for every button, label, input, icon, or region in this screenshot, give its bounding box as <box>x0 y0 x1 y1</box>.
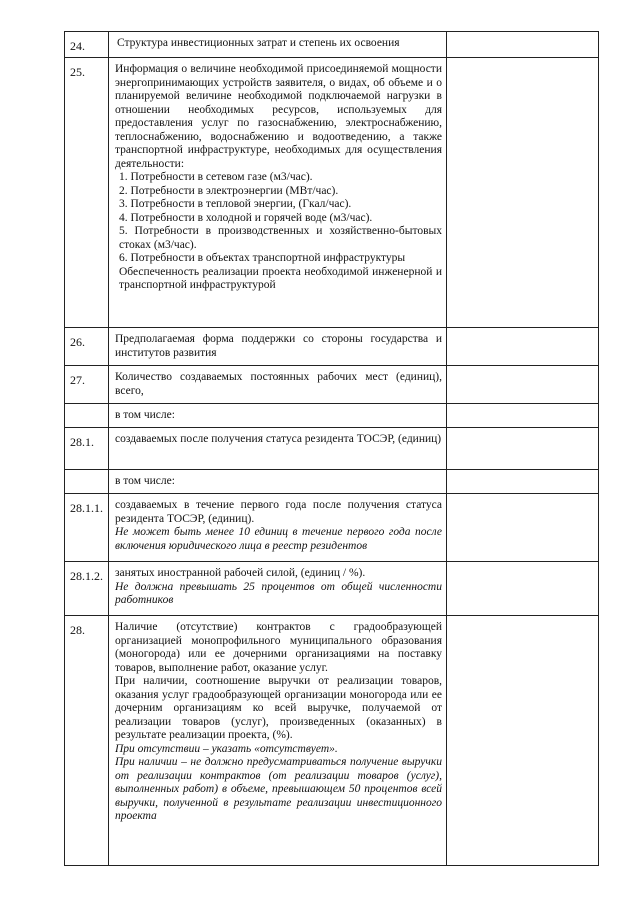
value-cell[interactable] <box>447 494 599 562</box>
row-text: Информация о величине необходимой присоединяемой мощности энергопринимающих устройств заявителя, о видах, об объеме и о планируемой величине необходимой подключаемой нагрузки в отношении необходимых ресурсов, используемых для предоставления услуг по газоснабжению, электроснабжению, теплоснабжению, водоснабжению и водоотведению, а также транспортной инфраструктуре, необходимых для осуществления деятельности: 1. Потребности в сетевом газе (м3/час). 2. Потребности в электроэнергии (МВт/час). 3. Потребности в тепловой энергии, (Гкал/час). 4. Потребности в холодной и горячей воде (м3/час). 5. Потребности в производственных и хозяйственно-бытовых стоках (м3/час). 6. Потребности в объектах транспортной инфраструктуры Обеспеченность реализации проекта необходимой инженерной и транспортной инфраструктурой <box>109 58 447 328</box>
application-form-table <box>64 31 599 866</box>
row-text: Предполагаемая форма поддержки со стороны государства и институтов развития <box>109 328 447 366</box>
row-number: 27. <box>65 366 109 404</box>
value-cell[interactable] <box>447 470 599 494</box>
row-text: в том числе: <box>109 470 447 494</box>
table-row <box>65 58 599 328</box>
row-number: 24. <box>65 32 109 58</box>
row-text: Количество создаваемых постоянных рабочих мест (единиц), всего, <box>109 366 447 404</box>
table-row <box>65 404 599 428</box>
table-row <box>65 366 599 404</box>
table-row <box>65 562 599 616</box>
value-cell[interactable] <box>447 562 599 616</box>
table-row <box>65 32 599 58</box>
table-row <box>65 328 599 366</box>
table-row <box>65 428 599 470</box>
row-text: в том числе: <box>109 404 447 428</box>
row-text: Структура инвестиционных затрат и степень их освоения <box>109 32 447 58</box>
table-row <box>65 470 599 494</box>
row-number <box>65 404 109 428</box>
row-number: 28.1.1. <box>65 494 109 562</box>
row-number: 28. <box>65 616 109 866</box>
value-cell[interactable] <box>447 366 599 404</box>
value-cell[interactable] <box>447 404 599 428</box>
row-text: Наличие (отсутствие) контрактов с градообразующей организацией монопрофильного муниципального образования (моногорода) или ее дочерними организациями на поставку товаров, выполнение работ, оказание услуг. При наличии, соотношение выручки от реализации товаров, оказания услуг градообразующей организации моногорода или ее дочерним организациям ко всей выручке, получаемой от реализации товаров (услуг), произведенных (оказанных) в результате реализации проекта, (%). При отсутствии – указать «отсутствует». При наличии – не должно предусматриваться получение выручки от реализации контрактов (от реализации товаров (услуг), выполненных работ) в объеме, превышающем 50 процентов всей выручки, полученной в результате реализации инвестиционного проекта <box>109 616 447 866</box>
row-number: 25. <box>65 58 109 328</box>
value-cell[interactable] <box>447 328 599 366</box>
row-number: 28.1.2. <box>65 562 109 616</box>
row-text: занятых иностранной рабочей силой, (единиц / %). Не должна превышать 25 процентов от общей численности работников <box>109 562 447 616</box>
value-cell[interactable] <box>447 616 599 866</box>
table-row <box>65 616 599 866</box>
row-number <box>65 470 109 494</box>
value-cell[interactable] <box>447 58 599 328</box>
value-cell[interactable] <box>447 428 599 470</box>
value-cell[interactable] <box>447 32 599 58</box>
row-number: 26. <box>65 328 109 366</box>
row-text: создаваемых после получения статуса резидента ТОСЭР, (единиц) <box>109 428 447 470</box>
row-text: создаваемых в течение первого года после получения статуса резидента ТОСЭР, (единиц). Не может быть менее 10 единиц в течение первого года после включения юридического лица в реестр резидентов <box>109 494 447 562</box>
table-row <box>65 494 599 562</box>
row-number: 28.1. <box>65 428 109 470</box>
